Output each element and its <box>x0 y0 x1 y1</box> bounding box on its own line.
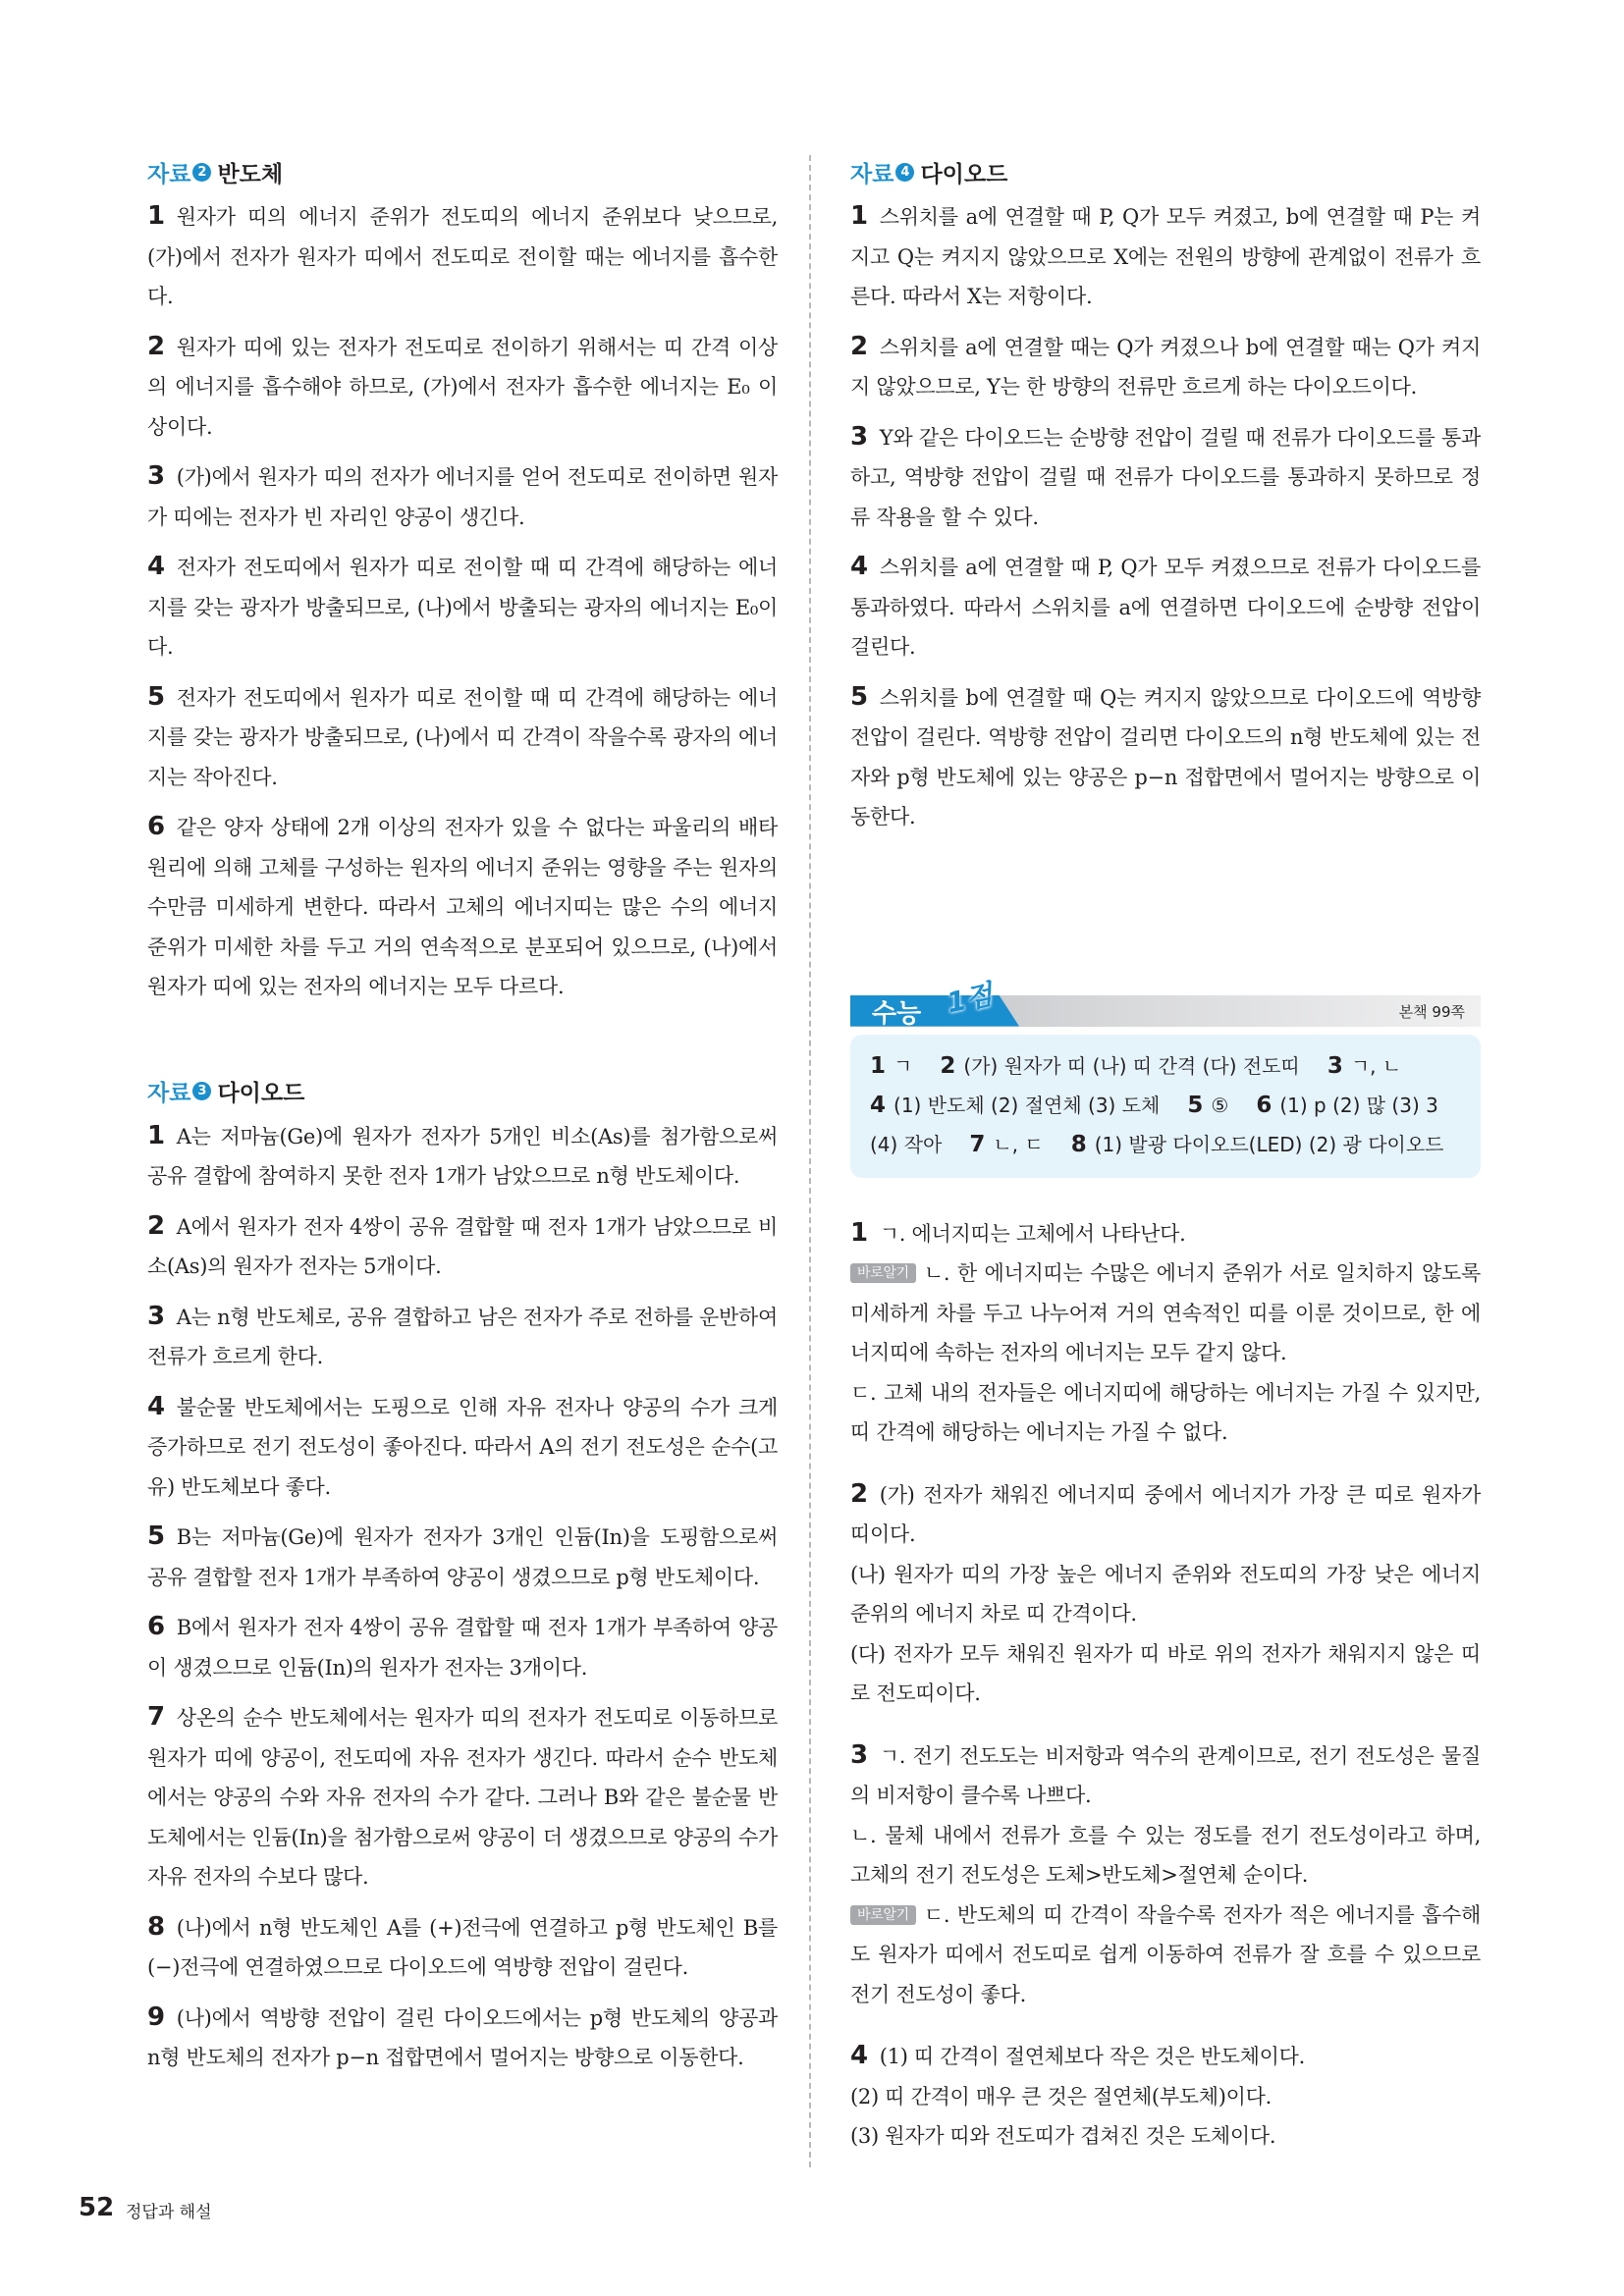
explanation-4-c <box>850 2116 1481 2157</box>
answer-text: (1) p (2) 많 (3) 3 <box>1279 1093 1438 1117</box>
left-column <box>147 157 778 2081</box>
answer-key-box <box>850 1035 1481 1178</box>
explanation-item <box>850 327 1481 407</box>
answer-number: 7 <box>969 1131 986 1157</box>
answer-text: (4) 작아 <box>870 1132 943 1156</box>
section-number-badge: 4 <box>895 163 914 182</box>
item-number: 5 <box>147 681 165 712</box>
answer-item <box>940 1054 1300 1078</box>
answer-item <box>1187 1094 1228 1117</box>
item-text: 상온의 순수 반도체에서는 원자가 띠의 전자가 전도띠로 이동하므로 원자가 띠에 양공이, 전도띠에 자유 전자가 생긴다. 따라서 순수 반도체에서는 양공의 수와 자유 전자의 수가 같다. 그러나 B와 같은 불순물 반도체에서는 인듐(In)을 첨가함으로써 양공이 더 생겼으므로 양공의 수가 자유 전자의 수보다 많다. <box>147 1706 778 1889</box>
section-title-2 <box>147 157 778 187</box>
item-number: 6 <box>147 1612 165 1641</box>
item-number: 3 <box>147 461 165 491</box>
answer-item <box>870 1133 942 1156</box>
answer-item <box>1071 1133 1444 1156</box>
answer-number: 6 <box>1256 1092 1272 1118</box>
answer-number: 1 <box>870 1052 887 1079</box>
explanation-2-a <box>850 1474 1481 1555</box>
explanation-item <box>147 807 778 1007</box>
section-3-items <box>147 1116 778 2078</box>
section-number-badge: 2 <box>192 163 211 182</box>
question-number: 3 <box>850 1739 868 1770</box>
answer-number: 2 <box>940 1052 956 1079</box>
explanation-text: ㄱ. 전기 전도도는 비저항과 역수의 관계이므로, 전기 전도성은 물질의 비저항이 클수록 나쁘다. <box>850 1743 1481 1807</box>
question-number: 1 <box>850 1217 868 1248</box>
explanation-item <box>147 1998 778 2078</box>
explanation-text: (1) 띠 간격이 절연체보다 작은 것은 반도체이다. <box>879 2045 1306 2068</box>
item-text: 스위치를 b에 연결할 때 Q는 켜지지 않았으므로 다이오드에 역방향 전압이 걸린다. 역방향 전압이 걸리면 다이오드의 n형 반도체에 있는 전자와 p형 반도체에 있는 양공은 p−n 접합면에서 멀어지는 방향으로 이동한다. <box>850 685 1481 828</box>
section-title-3 <box>147 1077 778 1106</box>
explanation-item <box>147 1297 778 1377</box>
explanation-4-b <box>850 2077 1481 2117</box>
explanation-item <box>850 677 1481 837</box>
explanation-item <box>147 1517 778 1597</box>
explanation-item <box>147 1697 778 1897</box>
item-number: 4 <box>147 1391 165 1421</box>
item-text: 원자가 띠의 에너지 준위가 전도띠의 에너지 준위보다 낮으므로, (가)에서 전자가 원자가 띠에서 전도띠로 전이할 때는 에너지를 흡수한다. <box>147 205 778 308</box>
explanation-text: ㄷ. 반도체의 띠 간격이 작을수록 전자가 적은 에너지를 흡수해도 원자가 띠에서 전도띠로 쉽게 이동하여 전류가 잘 흐를 수 있으므로 전기 전도성이 좋다. <box>850 1902 1481 2006</box>
item-text: 전자가 전도띠에서 원자가 띠로 전이할 때 띠 간격에 해당하는 에너지를 갖는 광자가 방출되므로, (나)에서 띠 간격이 작을수록 광자의 에너지는 작아진다. <box>147 685 778 789</box>
section-4-items <box>850 196 1481 837</box>
answer-text: (가) 원자가 띠 (나) 띠 간격 (다) 전도띠 <box>963 1053 1300 1078</box>
explanation-3-a <box>850 1735 1481 1816</box>
item-text: 스위치를 a에 연결할 때는 Q가 켜졌으나 b에 연결할 때는 Q가 켜지지 않았으므로, Y는 한 방향의 전류만 흐르게 하는 다이오드이다. <box>850 335 1481 399</box>
question-number: 2 <box>850 1478 868 1509</box>
item-number: 5 <box>850 681 868 712</box>
explanations <box>850 1213 1481 2157</box>
item-text: A는 저마늄(Ge)에 원자가 전자가 5개인 비소(As)를 첨가함으로써 공유 결합에 참여하지 못한 전자 1개가 남았으므로 n형 반도체이다. <box>147 1124 778 1188</box>
item-number: 2 <box>850 331 868 361</box>
section-title-4 <box>850 157 1481 187</box>
explanation-text: ㄷ. 고체 내의 전자들은 에너지띠에 해당하는 에너지는 가질 수 있지만, 띠 간격에 해당하는 에너지는 가질 수 없다. <box>850 1380 1481 1444</box>
section-tag: 자료 <box>147 1081 191 1106</box>
explanation-text: ㄴ. 물체 내에서 전류가 흐를 수 있는 정도를 전기 전도성이라고 하며, 고체의 전기 전도성은 도체>반도체>절연체 순이다. <box>850 1823 1481 1887</box>
item-number: 8 <box>147 1911 165 1942</box>
explanation-item <box>147 547 778 667</box>
item-text: (나)에서 역방향 전압이 걸린 다이오드에서는 p형 반도체의 양공과 n형 반도체의 전자가 p−n 접합면에서 멀어지는 방향으로 이동한다. <box>147 2005 778 2069</box>
answer-number: 3 <box>1326 1052 1343 1079</box>
explanation-1-c <box>850 1373 1481 1453</box>
item-text: A는 n형 반도체로, 공유 결합하고 남은 전자가 주로 전하를 운반하여 전류가 흐르게 한다. <box>147 1305 778 1368</box>
page-number: 52 <box>79 2193 115 2222</box>
section-name: 다이오드 <box>217 1081 305 1106</box>
answer-text: (1) 반도체 (2) 절연체 (3) 도체 <box>893 1093 1161 1117</box>
correction-badge: 바로알기 <box>850 1905 916 1925</box>
item-number: 3 <box>850 421 868 452</box>
item-number: 5 <box>147 1522 165 1551</box>
textbook-page-ref: 본책 99쪽 <box>1398 1002 1465 1021</box>
item-number: 1 <box>147 1120 165 1150</box>
item-text: (가)에서 원자가 띠의 전자가 에너지를 얻어 전도띠로 전이하면 원자가 띠에는 전자가 빈 자리인 양공이 생긴다. <box>147 465 778 529</box>
answer-row <box>870 1125 1461 1164</box>
item-number: 1 <box>147 201 165 231</box>
explanation-item <box>147 327 778 448</box>
column-divider <box>809 155 811 2167</box>
explanation-item <box>147 1907 778 1988</box>
explanation-3-b <box>850 1816 1481 1896</box>
item-text: A에서 원자가 전자 4쌍이 공유 결합할 때 전자 1개가 남았으므로 비소(As)의 원자가 전자는 5개이다. <box>147 1214 778 1278</box>
item-text: 스위치를 a에 연결할 때 P, Q가 모두 켜졌으므로 전류가 다이오드를 통과하였다. 따라서 스위치를 a에 연결하면 다이오드에 순방향 전압이 걸린다. <box>850 556 1481 659</box>
answer-text: ㄱ, ㄴ <box>1350 1053 1402 1078</box>
explanation-item <box>147 1116 778 1197</box>
answer-item <box>969 1133 1043 1156</box>
answer-text: ⑤ <box>1211 1093 1229 1117</box>
answer-text: ㄴ, ㄷ <box>993 1132 1044 1156</box>
explanation-item <box>147 1387 778 1508</box>
explanation-text: ㄴ. 한 에너지띠는 수많은 에너지 준위가 서로 일치하지 않도록 미세하게 차를 두고 나누어져 거의 연속적인 띠를 이룬 것이므로, 한 에너지띠에 속하는 전자의 에너지는 모두 같지 않다. <box>850 1261 1481 1364</box>
explanation-4-a <box>850 2036 1481 2077</box>
explanation-2-b <box>850 1555 1481 1634</box>
explanation-item <box>850 547 1481 667</box>
explanation-item <box>850 417 1481 538</box>
section-2-items <box>147 196 778 1007</box>
explanation-item <box>850 196 1481 317</box>
explanation-1-b <box>850 1254 1481 1373</box>
section-tag: 자료 <box>850 161 894 187</box>
explanation-text: ㄱ. 에너지띠는 고체에서 나타난다. <box>879 1221 1186 1246</box>
question-number: 4 <box>850 2041 868 2070</box>
answer-number: 4 <box>870 1092 887 1118</box>
explanation-text: (다) 전자가 모두 채워진 원자가 띠 바로 위의 전자가 채워지지 않은 띠로 전도띠이다. <box>850 1641 1481 1705</box>
item-text: (나)에서 n형 반도체인 A를 (+)전극에 연결하고 p형 반도체인 B를 (−)전극에 연결하였으므로 다이오드에 역방향 전압이 걸린다. <box>147 1915 778 1979</box>
section-number-badge: 3 <box>192 1082 211 1100</box>
explanation-item <box>147 677 778 798</box>
item-number: 2 <box>147 1210 165 1241</box>
answer-item <box>1327 1054 1401 1078</box>
explanation-item <box>147 456 778 537</box>
item-text: 스위치를 a에 연결할 때 P, Q가 모두 켜졌고, b에 연결할 때 P는 켜지고 Q는 켜지지 않았으므로 X에는 전원의 방향에 관계없이 전류가 흐른다. 따라서 X는 저항이다. <box>850 205 1481 308</box>
explanation-text: (가) 전자가 채워진 에너지띠 중에서 에너지가 가장 큰 띠로 원자가 띠이다. <box>850 1482 1481 1546</box>
item-number: 2 <box>147 331 165 361</box>
item-text: B에서 원자가 전자 4쌍이 공유 결합할 때 전자 1개가 부족하여 양공이 생겼으므로 인듐(In)의 원자가 전자는 3개이다. <box>147 1616 778 1680</box>
item-text: Y와 같은 다이오드는 순방향 전압이 걸릴 때 전류가 다이오드를 통과하고, 역방향 전압이 걸릴 때 전류가 다이오드를 통과하지 못하므로 정류 작용을 할 수 있다. <box>850 425 1481 529</box>
explanation-text: (나) 원자가 띠의 가장 높은 에너지 준위와 전도띠의 가장 낮은 에너지 준위의 에너지 차로 띠 간격이다. <box>850 1562 1481 1626</box>
explanation-item <box>147 1206 778 1287</box>
answer-number: 8 <box>1070 1131 1087 1157</box>
correction-badge: 바로알기 <box>850 1263 916 1283</box>
item-number: 9 <box>147 2002 165 2032</box>
answer-row <box>870 1046 1461 1086</box>
item-number: 1 <box>850 201 868 231</box>
item-text: B는 저마늄(Ge)에 원자가 전자가 3개인 인듐(In)을 도핑함으로써 공유 결합할 전자 1개가 부족하여 양공이 생겼으므로 p형 반도체이다. <box>147 1525 778 1589</box>
item-text: 같은 양자 상태에 2개 이상의 전자가 있을 수 없다는 파울리의 배타 원리에 의해 고체를 구성하는 원자의 에너지 준위는 영향을 주는 원자의 수만큼 미세하게 변한다. 따라서 고체의 에너지띠는 많은 수의 에너지 준위가 미세한 차를 두고 거의 연속적으로 분포되어 있으므로, (나)에서 원자가 띠에 있는 전자의 에너지는 모두 다르다. <box>147 816 778 998</box>
footer-title: 정답과 해설 <box>126 2203 212 2222</box>
answer-item <box>1256 1094 1438 1117</box>
item-text: 원자가 띠에 있는 전자가 전도띠로 전이하기 위해서는 띠 간격 이상의 에너지를 흡수해야 하므로, (가)에서 전자가 흡수한 에너지는 E₀ 이상이다. <box>147 335 778 439</box>
explanation-2-c <box>850 1634 1481 1714</box>
item-number: 6 <box>147 812 165 841</box>
section-tag: 자료 <box>147 161 191 187</box>
item-text: 불순물 반도체에서는 도핑으로 인해 자유 전자나 양공의 수가 크게 증가하므로 전기 전도성이 좋아진다. 따라서 A의 전기 전도성은 순수(고유) 반도체보다 좋다. <box>147 1395 778 1499</box>
section-name: 반도체 <box>217 161 284 187</box>
answer-number: 5 <box>1187 1092 1204 1118</box>
item-number: 4 <box>147 552 165 581</box>
explanation-text: (3) 원자가 띠와 전도띠가 겹쳐진 것은 도체이다. <box>850 2124 1276 2148</box>
explanation-item <box>147 1607 778 1687</box>
answer-item <box>870 1054 912 1078</box>
item-number: 4 <box>850 552 868 581</box>
item-number: 7 <box>147 1702 165 1732</box>
section-name: 다이오드 <box>920 161 1008 187</box>
right-column <box>850 157 1481 2157</box>
explanation-text: (2) 띠 간격이 매우 큰 것은 절연체(부도체)이다. <box>850 2084 1272 2109</box>
explanation-item <box>147 196 778 317</box>
answer-header <box>850 977 1481 1035</box>
item-number: 3 <box>147 1301 165 1331</box>
answer-item <box>870 1094 1160 1117</box>
answer-text: ㄱ <box>893 1053 913 1078</box>
answer-row <box>870 1086 1461 1125</box>
answer-header-label: 수능 <box>872 998 922 1029</box>
explanation-1-a <box>850 1213 1481 1255</box>
answer-text: (1) 발광 다이오드(LED) (2) 광 다이오드 <box>1094 1132 1444 1156</box>
explanation-3-c <box>850 1896 1481 2015</box>
one-point-badge: 1점 <box>944 977 996 1019</box>
item-text: 전자가 전도띠에서 원자가 띠로 전이할 때 띠 간격에 해당하는 에너지를 갖는 광자가 방출되므로, (나)에서 방출되는 광자의 에너지는 E₀이다. <box>147 556 778 659</box>
